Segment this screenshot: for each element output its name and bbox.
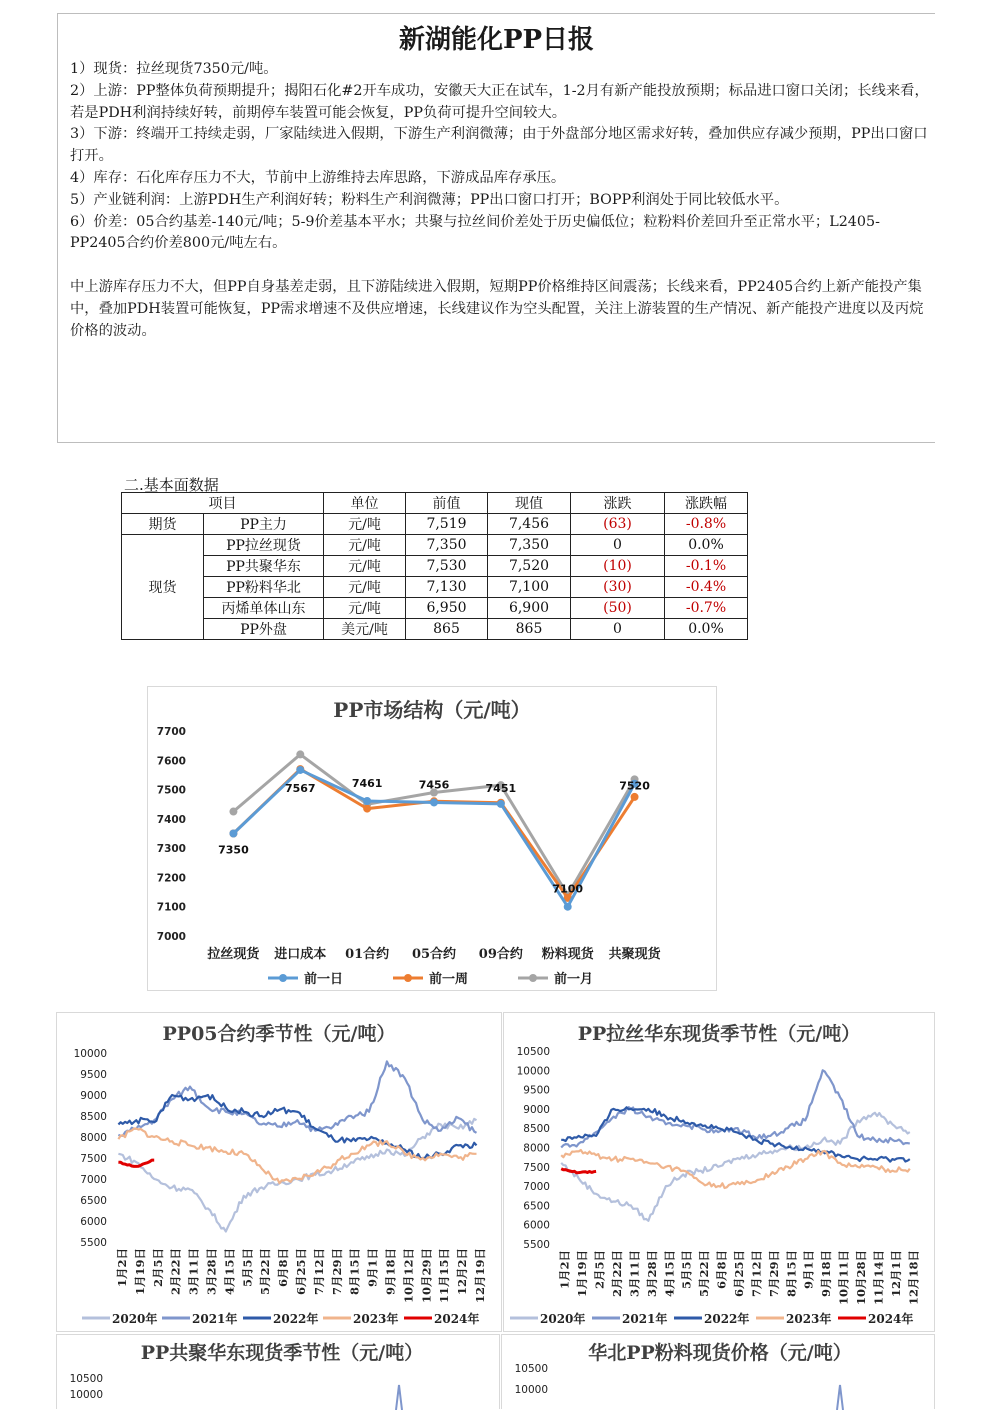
series-spike (396, 1385, 402, 1410)
legend-label: 2024年 (868, 1312, 914, 1326)
cell-change: (10) (571, 556, 665, 577)
x-tick-label: 5月5日 (240, 1248, 255, 1288)
cell-item: PP外盘 (204, 619, 324, 640)
legend-label: 前一月 (554, 972, 594, 987)
y-tick-label: 7600 (156, 755, 186, 768)
header-curr: 现值 (488, 493, 571, 514)
chart-title: PP市场结构（元/吨） (333, 698, 531, 722)
y-tick-label: 7700 (156, 726, 186, 738)
chart-title: PP拉丝华东现货季节性（元/吨） (577, 1023, 861, 1045)
chart-title: PP05合约季节性（元/吨） (162, 1023, 396, 1045)
legend-label: 2023年 (786, 1312, 832, 1326)
x-tick-label: 3月28日 (644, 1250, 659, 1298)
x-tick-label: 10月29日 (419, 1248, 434, 1304)
series-point-0 (430, 798, 438, 806)
table-row (122, 577, 748, 598)
cell-item: PP粉料华北 (204, 577, 324, 598)
data-label: 7451 (485, 781, 517, 795)
y-tick-label: 10500 (516, 1046, 550, 1058)
table-header-row (122, 493, 748, 514)
y-tick-label: 6500 (80, 1195, 107, 1207)
data-label: 7567 (284, 781, 316, 795)
cell-prev: 7,130 (406, 577, 488, 598)
data-label: 7456 (418, 778, 450, 792)
series-line-2024年 (561, 1169, 596, 1173)
cell-prev: 7,350 (406, 535, 488, 556)
y-tick-label: 9500 (523, 1084, 550, 1097)
table-row (122, 514, 748, 535)
x-tick-label: 8月15日 (784, 1250, 799, 1298)
cell-curr: 7,100 (488, 577, 571, 598)
y-tick-label: 10000 (516, 1065, 550, 1078)
x-tick-label: 10月28日 (854, 1250, 868, 1306)
y-tick-label: 7000 (156, 931, 186, 943)
legend-label: 2024年 (434, 1312, 480, 1326)
x-tick-label: 2月5日 (150, 1248, 165, 1288)
x-tick-label: 6月25日 (732, 1250, 746, 1298)
cell-item: 丙烯单体山东 (204, 598, 324, 619)
x-tick-label: 12月18日 (906, 1250, 921, 1306)
cell-item: PP共聚华东 (204, 556, 324, 577)
y-tick-label: 9000 (80, 1090, 107, 1102)
x-tick-label: 11月15日 (437, 1248, 452, 1304)
north-china-powder-svg (502, 1335, 934, 1410)
y-tick-label: 10000 (73, 1048, 107, 1060)
cell-unit: 元/吨 (324, 535, 406, 556)
legend-label: 前一日 (304, 972, 344, 987)
series-line-2023年 (561, 1150, 910, 1188)
cell-unit: 美元/吨 (324, 619, 406, 640)
y-tick-label: 5500 (523, 1239, 550, 1251)
data-label: 7520 (619, 779, 650, 793)
report-text (70, 59, 930, 343)
report-summary: 中上游库存压力不大，但PP自身基差走弱，且下游陆续进入假期，短期PP价格维持区间震荡；长线来看，PP2405合约上新产能投产集中，叠加PDH装置可能恢复，PP需求增速不及供应增速，长线建议作为空头配置，关注上游装置的生产情况、新产能投产进度以及丙烷价格的波动。 (70, 279, 924, 339)
header-change: 涨跌 (571, 493, 665, 514)
x-tick-label: 3月11日 (627, 1250, 642, 1298)
x-category-label: 09合约 (478, 947, 523, 962)
x-tick-label: 9月18日 (819, 1250, 834, 1298)
series-point-2 (296, 750, 304, 758)
table-body (122, 514, 748, 640)
x-tick-label: 1月2日 (557, 1250, 572, 1290)
x-category-label: 拉丝现货 (207, 947, 260, 962)
y-tick-label: 10000 (514, 1384, 548, 1396)
cell-change-pct: -0.7% (665, 598, 748, 619)
legend-label: 2023年 (353, 1312, 399, 1326)
series-point-0 (229, 830, 237, 838)
x-tick-label: 1月19日 (132, 1248, 147, 1296)
cell-curr: 6,900 (488, 598, 571, 619)
cell-change: (50) (571, 598, 665, 619)
y-tick-label: 8500 (80, 1111, 107, 1123)
y-tick-label: 9500 (80, 1069, 107, 1081)
chart-title: 华北PP粉料现货价格（元/吨） (588, 1342, 852, 1364)
legend-label: 2022年 (704, 1312, 750, 1326)
series-line-2020年 (118, 1119, 476, 1232)
series-line-2022年 (118, 1095, 476, 1158)
header-unit: 单位 (324, 493, 406, 514)
report-paragraph-1: 1）现货：拉丝现货7350元/吨。 (70, 61, 278, 77)
x-category-label: 进口成本 (274, 947, 327, 962)
x-tick-label: 7月12日 (311, 1248, 326, 1296)
table-row (122, 535, 748, 556)
legend-marker (404, 974, 412, 982)
cell-change-pct: -0.8% (665, 514, 748, 535)
legend-label: 2021年 (192, 1312, 238, 1326)
cell-change: (63) (571, 514, 665, 535)
x-tick-label: 9月18日 (383, 1248, 398, 1296)
x-tick-label: 6月8日 (714, 1250, 729, 1290)
pp-drawing-seasonality-svg (504, 1013, 934, 1331)
cell-curr: 865 (488, 619, 571, 640)
cell-change: (30) (571, 577, 665, 598)
basic-data-table (121, 492, 748, 640)
legend-label: 2022年 (273, 1312, 319, 1326)
report-paragraph-6: 6）价差：05合约基差-140元/吨；5-9价差基本平水；共聚与拉丝间价差处于历史偏低位；粒粉料价差回升至正常水平；L2405-PP2405合约价差800元/吨左右。 (70, 213, 880, 252)
report-title: 新湖能化PP日报 (398, 25, 595, 55)
x-tick-label: 5月22日 (258, 1248, 273, 1296)
cell-prev: 865 (406, 619, 488, 640)
x-category-label: 共聚现货 (608, 947, 661, 962)
y-tick-label: 7000 (80, 1174, 107, 1186)
y-tick-label: 10500 (514, 1363, 548, 1375)
cell-unit: 元/吨 (324, 556, 406, 577)
series-spike (837, 1385, 843, 1410)
cell-unit: 元/吨 (324, 598, 406, 619)
cell-change-pct: -0.1% (665, 556, 748, 577)
y-tick-label: 8000 (80, 1132, 107, 1144)
cell-change-pct: 0.0% (665, 619, 748, 640)
x-tick-label: 1月19日 (575, 1250, 590, 1298)
data-label: 7461 (351, 776, 383, 790)
legend-label: 2020年 (112, 1312, 158, 1326)
y-tick-label: 7200 (156, 872, 186, 885)
y-tick-label: 7500 (80, 1153, 107, 1165)
cell-item: PP拉丝现货 (204, 535, 324, 556)
y-tick-label: 6500 (523, 1200, 550, 1213)
paragraph-gap (70, 255, 930, 277)
x-tick-label: 12月2日 (455, 1248, 470, 1296)
x-tick-label: 11月14日 (871, 1250, 886, 1306)
legend-label: 前一周 (429, 972, 469, 987)
group-futures-cell: 期货 (122, 514, 204, 535)
legend-label: 2020年 (540, 1312, 586, 1326)
y-tick-label: 6000 (80, 1216, 107, 1228)
pp-drawing-seasonality-chart (503, 1012, 935, 1332)
pp05-seasonality-chart (56, 1012, 502, 1332)
cell-unit: 元/吨 (324, 577, 406, 598)
report-paragraph-2: 2）上游：PP整体负荷预期提升；揭阳石化#2开车成功，安徽天大正在试车，1-2月有新产能投放预期；标品进口窗口关闭；长线来看，若是PDH利润持续好转，前期停车装置可能会恢复，PP负荷可提升空间较大。 (70, 82, 929, 121)
x-tick-label: 7月12日 (749, 1250, 764, 1298)
cell-change-pct: 0.0% (665, 535, 748, 556)
x-tick-label: 6月8日 (276, 1248, 291, 1288)
group-spot-cell: 现货 (122, 535, 204, 640)
y-tick-label: 7500 (156, 784, 186, 797)
market-structure-chart (147, 686, 717, 991)
y-tick-label: 10000 (69, 1389, 103, 1401)
y-tick-label: 6000 (523, 1219, 550, 1232)
series-point-1 (631, 793, 639, 801)
market-structure-svg (148, 687, 716, 990)
x-tick-label: 3月28日 (204, 1248, 219, 1296)
cell-prev: 6,950 (406, 598, 488, 619)
table-row (122, 619, 748, 640)
series-point-0 (296, 766, 304, 774)
pp-copolymer-seasonality-chart (56, 1334, 500, 1409)
cell-curr: 7,350 (488, 535, 571, 556)
header-prev: 前值 (406, 493, 488, 514)
x-tick-label: 12月1日 (888, 1250, 903, 1298)
cell-change: 0 (571, 535, 665, 556)
report-box (57, 13, 935, 443)
series-point-0 (497, 800, 505, 808)
cell-curr: 7,456 (488, 514, 571, 535)
y-tick-label: 10500 (69, 1373, 103, 1385)
cell-item: PP主力 (204, 514, 324, 535)
x-tick-label: 10月12日 (401, 1248, 416, 1304)
series-point-1 (363, 805, 371, 813)
x-tick-label: 9月1日 (365, 1248, 380, 1288)
table-row (122, 556, 748, 577)
cell-curr: 7,520 (488, 556, 571, 577)
cell-prev: 7,519 (406, 514, 488, 535)
cell-prev: 7,530 (406, 556, 488, 577)
data-label: 7350 (218, 843, 249, 857)
x-tick-label: 2月22日 (610, 1250, 624, 1298)
x-tick-label: 1月2日 (114, 1248, 129, 1288)
x-tick-label: 3月11日 (186, 1248, 201, 1296)
x-tick-label: 10月11日 (836, 1250, 851, 1306)
x-tick-label: 4月15日 (662, 1250, 677, 1298)
legend-marker (529, 974, 537, 982)
cell-change: 0 (571, 619, 665, 640)
x-tick-label: 5月5日 (679, 1250, 694, 1290)
north-china-powder-chart (501, 1334, 935, 1409)
table-row (122, 598, 748, 619)
x-category-label: 01合约 (345, 947, 390, 962)
report-paragraph-3: 3）下游：终端开工持续走弱，厂家陆续进入假期，下游生产利润微薄；由于外盘部分地区需求好转，叠加供应存减少预期，PP出口窗口打开。 (70, 126, 928, 165)
x-tick-label: 5月22日 (697, 1250, 712, 1298)
pp05-seasonality-svg (57, 1013, 501, 1331)
report-paragraph-5: 5）产业链利润：上游PDH生产利润好转；粉料生产利润微薄；PP出口窗口打开；BOPP利润处于同比较低水平。 (70, 191, 789, 208)
data-label: 7100 (552, 882, 584, 896)
x-tick-label: 2月5日 (592, 1250, 607, 1290)
x-tick-label: 4月15日 (222, 1248, 237, 1296)
x-tick-label: 12月19日 (473, 1248, 488, 1304)
y-tick-label: 7400 (156, 813, 186, 826)
chart-title: PP共聚华东现货季节性（元/吨） (140, 1342, 424, 1364)
header-item: 项目 (122, 493, 324, 514)
x-tick-label: 7月29日 (766, 1250, 781, 1298)
section-title: 二.基本面数据 (124, 476, 219, 494)
series-point-0 (564, 903, 572, 911)
y-tick-label: 8000 (523, 1142, 550, 1155)
x-tick-label: 8月15日 (347, 1248, 362, 1296)
series-line-2021年 (118, 1061, 476, 1135)
y-tick-label: 9000 (523, 1103, 550, 1116)
series-point-0 (363, 797, 371, 805)
cell-change-pct: -0.4% (665, 577, 748, 598)
legend-label: 2021年 (622, 1312, 668, 1326)
y-tick-label: 7000 (523, 1181, 550, 1194)
y-tick-label: 7500 (523, 1161, 550, 1174)
x-tick-label: 6月25日 (294, 1248, 308, 1296)
y-tick-label: 5500 (80, 1237, 107, 1249)
x-tick-label: 2月22日 (168, 1248, 183, 1296)
x-tick-label: 7月29日 (329, 1248, 344, 1296)
x-category-label: 05合约 (411, 947, 457, 962)
legend-marker (279, 974, 287, 982)
y-tick-label: 7300 (156, 843, 186, 856)
x-category-label: 粉料现货 (541, 947, 594, 962)
y-tick-label: 7100 (156, 901, 186, 914)
x-tick-label: 9月1日 (801, 1250, 816, 1290)
header-change-pct: 涨跌幅 (665, 493, 748, 514)
report-paragraph-4: 4）库存：石化库存压力不大，节前中上游维持去库思路，下游成品库存承压。 (70, 169, 566, 186)
y-tick-label: 8500 (523, 1123, 550, 1136)
series-point-2 (229, 808, 237, 816)
pp-copolymer-seasonality-svg (57, 1335, 499, 1410)
cell-unit: 元/吨 (324, 514, 406, 535)
